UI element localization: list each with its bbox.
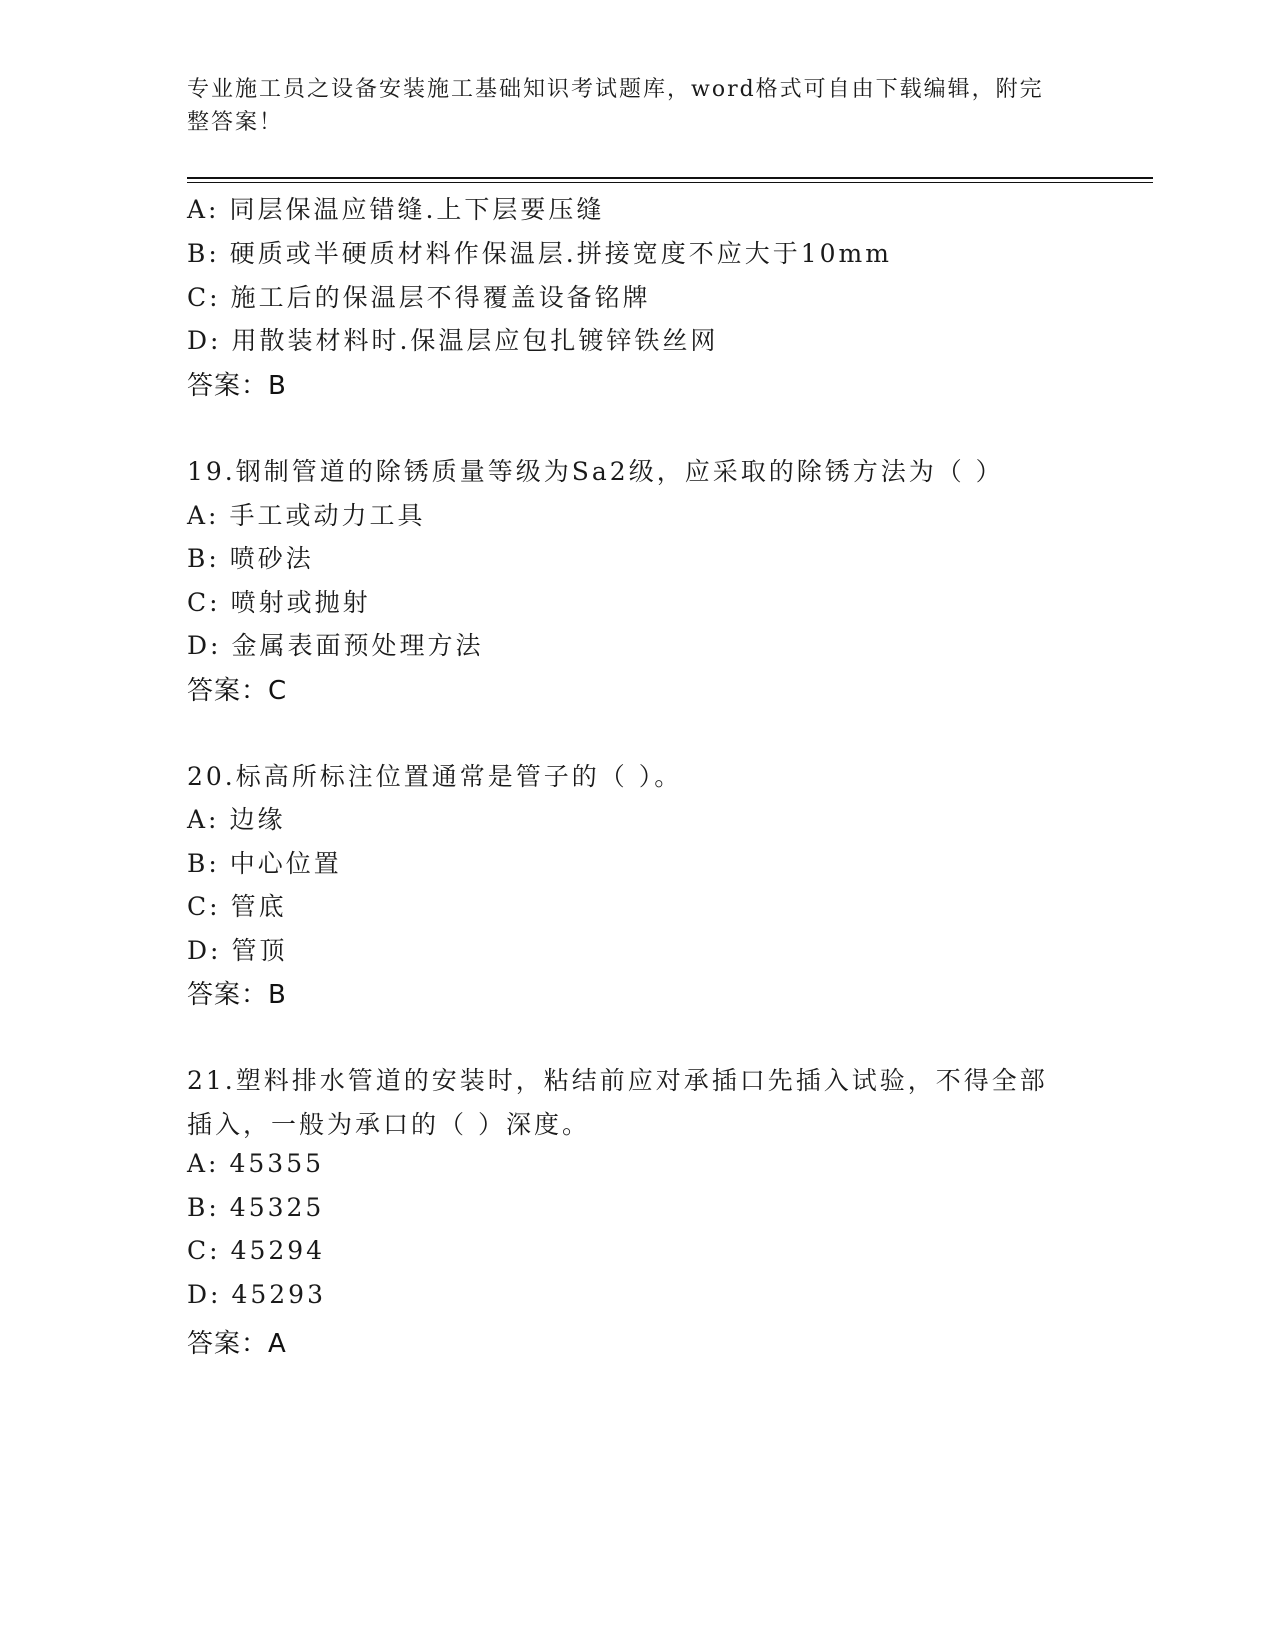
- option-d: D: 用散装材料时.保温层应包扎镀锌铁丝网: [187, 326, 719, 355]
- option-c: C: 管底: [187, 892, 287, 921]
- answer-line: 答案：B: [187, 980, 287, 1010]
- answer-line: 答案：B: [187, 371, 287, 401]
- header-divider-thin: [187, 182, 1153, 183]
- document-header: [187, 73, 1087, 139]
- header-divider-thick: [187, 177, 1153, 179]
- question-21-line-1: 21.塑料排水管道的安装时，粘结前应对承插口先插入试验，不得全部: [187, 1066, 1048, 1095]
- option-a: A: 45355: [187, 1149, 325, 1178]
- option-c: C: 45294: [187, 1236, 326, 1265]
- option-a: A: 手工或动力工具: [187, 501, 426, 530]
- answer-line: 答案：C: [187, 676, 288, 706]
- question-19: 19.钢制管道的除锈质量等级为Sa2级，应采取的除锈方法为（ ）: [187, 457, 1004, 486]
- answer-line: 答案：A: [187, 1329, 287, 1359]
- option-a: A: 边缘: [187, 805, 286, 834]
- option-c: C: 喷射或抛射: [187, 588, 371, 617]
- option-b: B: 喷砂法: [187, 544, 314, 573]
- header-line-2: 整答案！: [187, 110, 284, 135]
- question-21-line-2: 插入，一般为承口的（ ）深度。: [187, 1110, 590, 1139]
- option-b: B: 硬质或半硬质材料作保温层.拼接宽度不应大于10mm: [187, 239, 892, 268]
- option-b: B: 中心位置: [187, 849, 342, 878]
- option-c: C: 施工后的保温层不得覆盖设备铭牌: [187, 283, 651, 312]
- question-20: 20.标高所标注位置通常是管子的（ ）。: [187, 762, 683, 791]
- option-b: B: 45325: [187, 1193, 325, 1222]
- header-line-1: 专业施工员之设备安装施工基础知识考试题库，word格式可自由下载编辑，附完: [187, 77, 1044, 102]
- option-a: A: 同层保温应错缝.上下层要压缝: [187, 195, 605, 224]
- option-d: D: 管顶: [187, 936, 288, 965]
- option-d: D: 金属表面预处理方法: [187, 631, 484, 660]
- option-d: D: 45293: [187, 1280, 326, 1309]
